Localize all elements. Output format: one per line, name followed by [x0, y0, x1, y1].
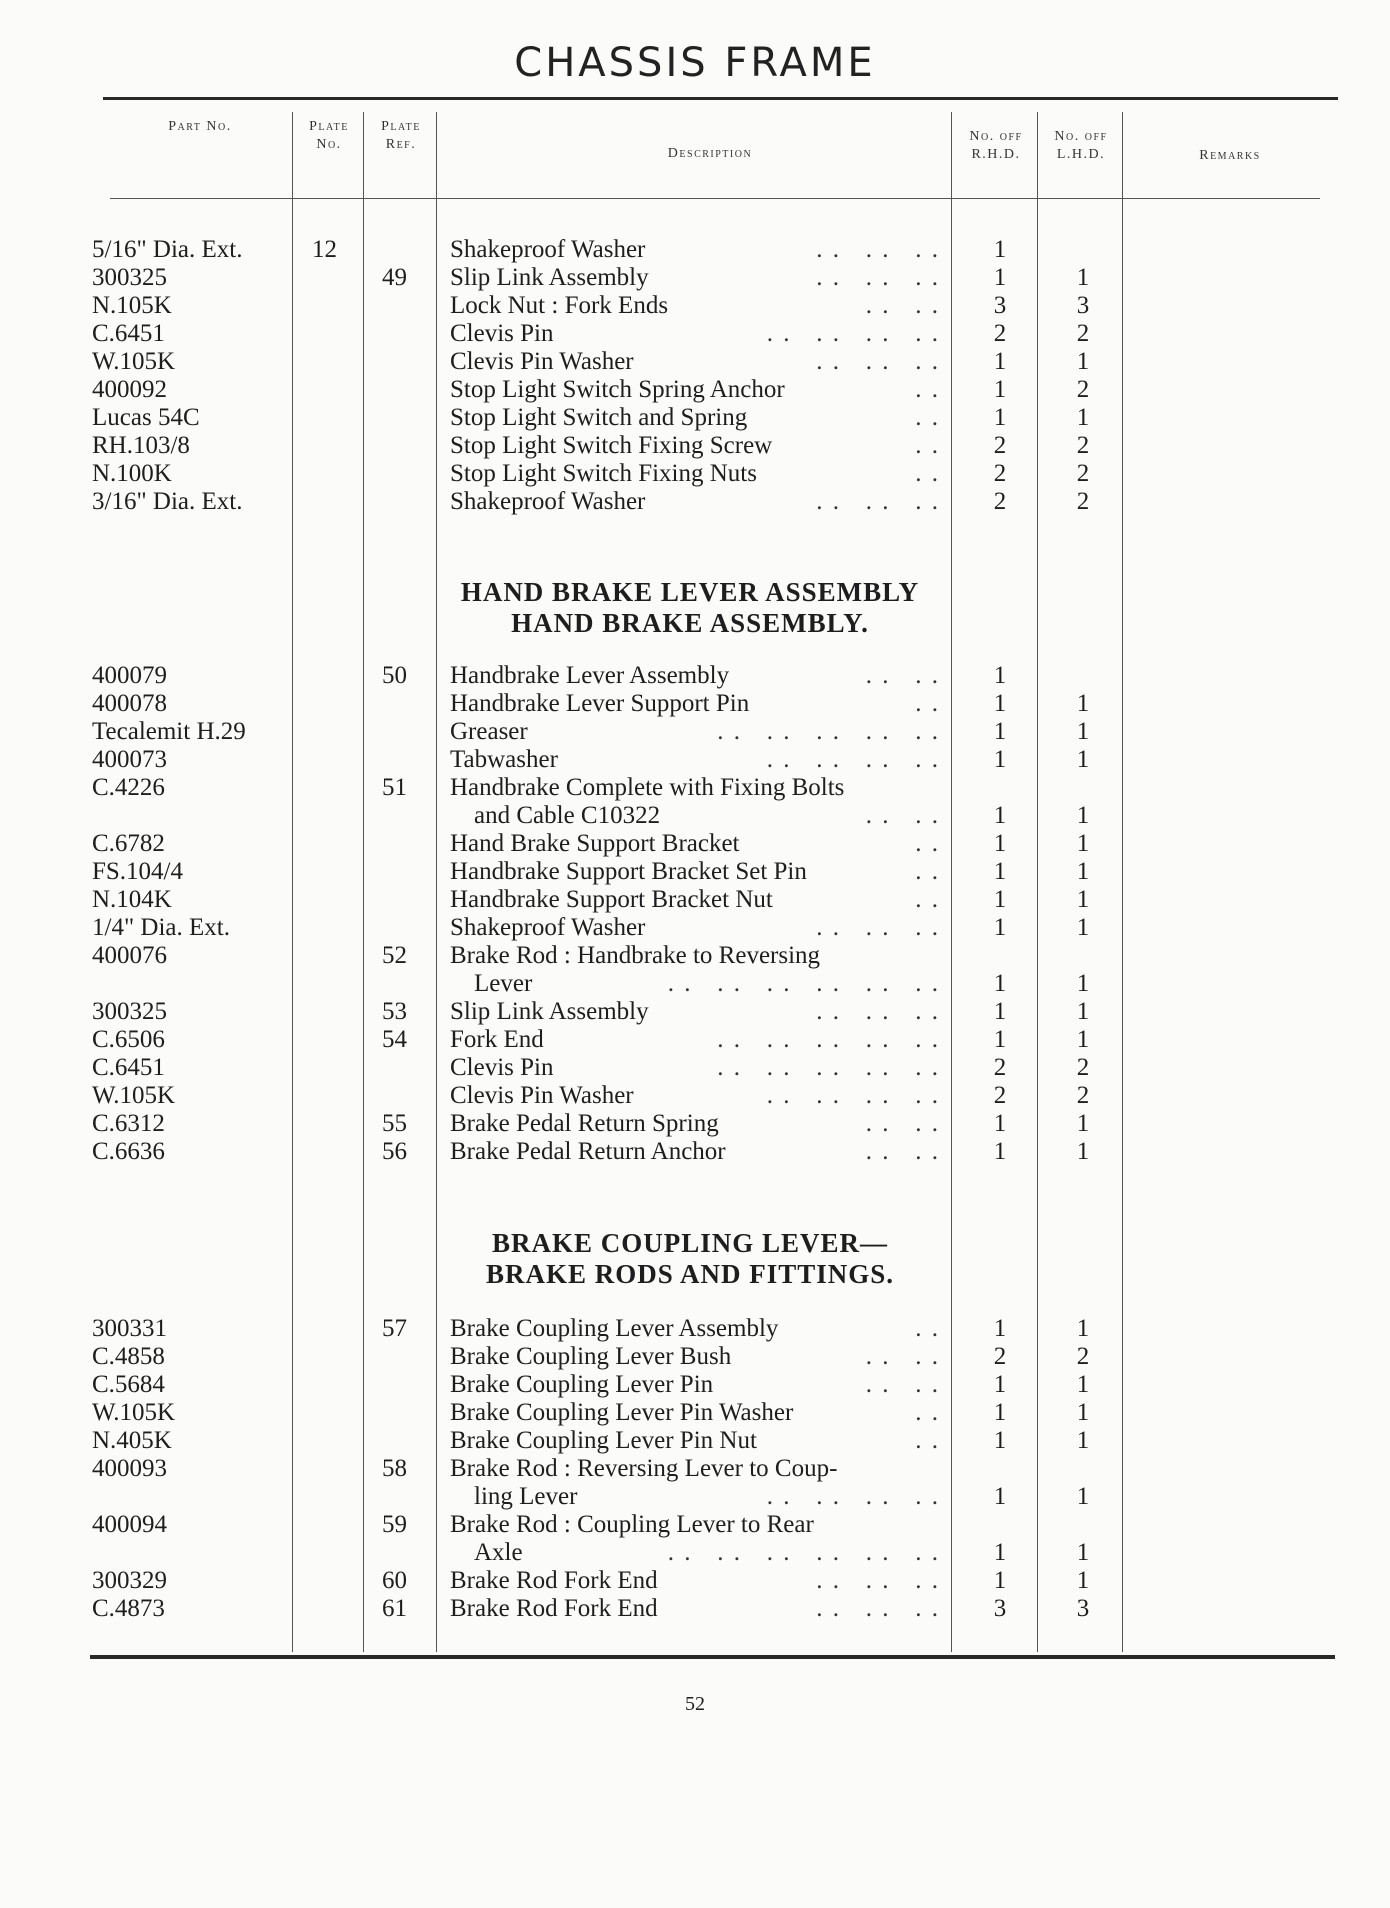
qty-rhd: 1 [993, 830, 1007, 857]
table-row [0, 998, 1390, 1026]
description: Shakeproof Washer [450, 236, 646, 263]
qty-rhd: 1 [993, 264, 1007, 291]
qty-lhd: 1 [1076, 1399, 1090, 1426]
part-number: 400076 [92, 942, 167, 969]
table-row [0, 1455, 1390, 1483]
description: Shakeproof Washer [450, 914, 646, 941]
qty-rhd: 1 [993, 1399, 1007, 1426]
section-heading [440, 1228, 940, 1290]
part-number: 400094 [92, 1511, 167, 1538]
qty-lhd: 1 [1076, 690, 1090, 717]
leader-dots: . . [915, 858, 940, 885]
qty-lhd: 1 [1076, 970, 1090, 997]
description: Clevis Pin [450, 1054, 554, 1081]
leader-dots: . . [915, 404, 940, 431]
description: Brake Coupling Lever Bush [450, 1343, 732, 1370]
leader-dots: . . . . [865, 1343, 940, 1370]
plate-ref: 58 [382, 1455, 407, 1482]
plate-ref: 49 [382, 264, 407, 291]
qty-rhd: 2 [993, 1054, 1007, 1081]
part-number: C.4873 [92, 1595, 165, 1622]
table-row [0, 264, 1390, 292]
plate-ref: 52 [382, 942, 407, 969]
description: Brake Rod : Reversing Lever to Coup- [450, 1455, 838, 1482]
leader-dots: . . . . . . [816, 1595, 940, 1622]
table-row [0, 858, 1390, 886]
qty-rhd: 1 [993, 886, 1007, 913]
table-row [0, 690, 1390, 718]
leader-dots: . . . . . . . . [766, 1082, 940, 1109]
qty-lhd: 1 [1076, 718, 1090, 745]
qty-lhd: 1 [1076, 1371, 1090, 1398]
table-row [0, 460, 1390, 488]
leader-dots: . . . . [865, 662, 940, 689]
header-plate-ref: Plate Ref. [381, 119, 421, 152]
qty-lhd: 3 [1076, 292, 1090, 319]
table-row [0, 1315, 1390, 1343]
qty-lhd: 1 [1076, 830, 1090, 857]
table-row [0, 292, 1390, 320]
part-number: C.6451 [92, 320, 165, 347]
leader-dots: . . . . . . [816, 264, 940, 291]
description: Handbrake Lever Support Pin [450, 690, 750, 717]
description: Tabwasher [450, 746, 558, 773]
part-number: RH.103/8 [92, 432, 190, 459]
part-number: W.105K [92, 1399, 176, 1426]
description: Brake Coupling Lever Assembly [450, 1315, 779, 1342]
table-row [0, 1110, 1390, 1138]
description: Brake Coupling Lever Pin Nut [450, 1427, 757, 1454]
table-row [0, 662, 1390, 690]
qty-lhd: 3 [1076, 1595, 1090, 1622]
qty-rhd: 1 [993, 802, 1007, 829]
leader-dots: . . . . [865, 1110, 940, 1137]
part-number: W.105K [92, 348, 176, 375]
description: Lever [474, 970, 533, 997]
qty-lhd: 1 [1076, 1483, 1090, 1510]
table-row [0, 1138, 1390, 1166]
part-number: 400092 [92, 376, 167, 403]
plate-ref: 57 [382, 1315, 407, 1342]
leader-dots: . . [915, 376, 940, 403]
description: Stop Light Switch Fixing Screw [450, 432, 773, 459]
leader-dots: . . [915, 830, 940, 857]
leader-dots: . . [915, 690, 940, 717]
plate-ref: 54 [382, 1026, 407, 1053]
leader-dots: . . . . . . [816, 488, 940, 515]
header-rhd: No. off R.H.D. [969, 129, 1023, 162]
table-row [0, 1595, 1390, 1623]
qty-lhd: 1 [1076, 1026, 1090, 1053]
leader-dots: . . . . . . [816, 998, 940, 1025]
leader-dots: . . . . [865, 802, 940, 829]
header-plate-no: Plate No. [309, 119, 349, 152]
qty-lhd: 1 [1076, 1539, 1090, 1566]
qty-rhd: 1 [993, 1315, 1007, 1342]
header-part-no: Part No. [168, 119, 232, 134]
leader-dots: . . . . . . . . [766, 320, 940, 347]
leader-dots: . . . . . . [816, 348, 940, 375]
description: and Cable C10322 [474, 802, 661, 829]
leader-dots: . . . . [865, 1371, 940, 1398]
description: Stop Light Switch Fixing Nuts [450, 460, 757, 487]
qty-lhd: 1 [1076, 1567, 1090, 1594]
table-row [0, 942, 1390, 970]
leader-dots: . . . . . . [816, 914, 940, 941]
part-number: N.405K [92, 1427, 172, 1454]
leader-dots: . . . . . . [816, 236, 940, 263]
table-row [0, 1399, 1390, 1427]
table-row [0, 1082, 1390, 1110]
part-number: 3/16" Dia. Ext. [92, 488, 243, 515]
table-row [0, 746, 1390, 774]
qty-rhd: 1 [993, 1539, 1007, 1566]
table-row [0, 1026, 1390, 1054]
part-number: 5/16" Dia. Ext. [92, 236, 243, 263]
table-row [0, 236, 1390, 264]
table-row [0, 718, 1390, 746]
part-number: Lucas 54C [92, 404, 200, 431]
qty-lhd: 2 [1076, 432, 1090, 459]
qty-rhd: 1 [993, 1110, 1007, 1137]
description: Handbrake Support Bracket Set Pin [450, 858, 807, 885]
qty-lhd: 1 [1076, 348, 1090, 375]
part-number: 300331 [92, 1315, 167, 1342]
part-number: C.6506 [92, 1026, 165, 1053]
table-row [0, 348, 1390, 376]
part-number: C.4226 [92, 774, 165, 801]
qty-lhd: 2 [1076, 1082, 1090, 1109]
part-number: 1/4" Dia. Ext. [92, 914, 230, 941]
section-heading-line: HAND BRAKE LEVER ASSEMBLY [460, 577, 920, 607]
part-number: C.6636 [92, 1138, 165, 1165]
qty-lhd: 1 [1076, 886, 1090, 913]
table-row [0, 1483, 1390, 1511]
qty-lhd: 2 [1076, 460, 1090, 487]
qty-rhd: 3 [993, 292, 1007, 319]
part-number: 300325 [92, 998, 167, 1025]
plate-ref: 53 [382, 998, 407, 1025]
part-number: 400093 [92, 1455, 167, 1482]
table-row [0, 1343, 1390, 1371]
description: Clevis Pin Washer [450, 348, 634, 375]
part-number: C.6782 [92, 830, 165, 857]
part-number: N.100K [92, 460, 172, 487]
qty-lhd: 1 [1076, 264, 1090, 291]
description: Brake Pedal Return Anchor [450, 1138, 726, 1165]
description: Stop Light Switch and Spring [450, 404, 748, 431]
description: Greaser [450, 718, 528, 745]
plate-number: 12 [312, 236, 337, 263]
table-row [0, 774, 1390, 802]
leader-dots: . . . . . . . . . . . . [667, 970, 940, 997]
description: Handbrake Support Bracket Nut [450, 886, 773, 913]
description: Lock Nut : Fork Ends [450, 292, 669, 319]
description: Shakeproof Washer [450, 488, 646, 515]
qty-lhd: 2 [1076, 320, 1090, 347]
leader-dots: . . . . . . . . . . [717, 718, 940, 745]
leader-dots: . . . . [865, 292, 940, 319]
qty-lhd: 1 [1076, 1110, 1090, 1137]
qty-lhd: 1 [1076, 1427, 1090, 1454]
table-row [0, 802, 1390, 830]
description: Fork End [450, 1026, 544, 1053]
qty-rhd: 1 [993, 970, 1007, 997]
plate-ref: 60 [382, 1567, 407, 1594]
table-row [0, 488, 1390, 516]
qty-lhd: 1 [1076, 404, 1090, 431]
header-remarks: Remarks [1199, 148, 1261, 163]
description: Clevis Pin Washer [450, 1082, 634, 1109]
table-row [0, 914, 1390, 942]
description: ling Lever [474, 1483, 578, 1510]
qty-rhd: 1 [993, 662, 1007, 689]
qty-rhd: 2 [993, 488, 1007, 515]
part-number: N.105K [92, 292, 172, 319]
part-number: 400079 [92, 662, 167, 689]
part-number: C.5684 [92, 1371, 165, 1398]
leader-dots: . . . . . . . . . . [717, 1026, 940, 1053]
leader-dots: . . [915, 1399, 940, 1426]
header-description: Description [667, 146, 753, 161]
table-row [0, 1539, 1390, 1567]
description: Stop Light Switch Spring Anchor [450, 376, 785, 403]
qty-lhd: 2 [1076, 488, 1090, 515]
leader-dots: . . . . [865, 1138, 940, 1165]
part-number: 300325 [92, 264, 167, 291]
qty-lhd: 1 [1076, 802, 1090, 829]
table-row [0, 376, 1390, 404]
qty-lhd: 1 [1076, 1138, 1090, 1165]
plate-ref: 51 [382, 774, 407, 801]
qty-rhd: 1 [993, 1138, 1007, 1165]
table-row [0, 970, 1390, 998]
qty-rhd: 1 [993, 858, 1007, 885]
description: Slip Link Assembly [450, 998, 649, 1025]
section-heading [440, 577, 940, 639]
leader-dots: . . [915, 432, 940, 459]
description: Brake Rod : Handbrake to Reversing [450, 942, 821, 969]
section-heading-line: HAND BRAKE ASSEMBLY. [511, 608, 869, 638]
table-row [0, 1371, 1390, 1399]
description: Hand Brake Support Bracket [450, 830, 740, 857]
description: Brake Rod : Coupling Lever to Rear [450, 1511, 814, 1538]
qty-rhd: 1 [993, 236, 1007, 263]
leader-dots: . . [915, 886, 940, 913]
leader-dots: . . . . . . . . . . [717, 1054, 940, 1081]
qty-rhd: 1 [993, 746, 1007, 773]
qty-rhd: 1 [993, 998, 1007, 1025]
qty-lhd: 2 [1076, 1054, 1090, 1081]
qty-rhd: 1 [993, 404, 1007, 431]
table-row [0, 1511, 1390, 1539]
leader-dots: . . . . . . . . [766, 1483, 940, 1510]
part-number: W.105K [92, 1082, 176, 1109]
part-number: N.104K [92, 886, 172, 913]
description: Brake Rod Fork End [450, 1567, 658, 1594]
qty-lhd: 2 [1076, 1343, 1090, 1370]
leader-dots: . . [915, 1427, 940, 1454]
qty-lhd: 1 [1076, 914, 1090, 941]
leader-dots: . . [915, 460, 940, 487]
page-number: 52 [685, 1693, 705, 1715]
qty-lhd: 1 [1076, 998, 1090, 1025]
qty-rhd: 1 [993, 376, 1007, 403]
description: Brake Pedal Return Spring [450, 1110, 719, 1137]
part-number: FS.104/4 [92, 858, 184, 885]
plate-ref: 61 [382, 1595, 407, 1622]
qty-rhd: 1 [993, 914, 1007, 941]
qty-rhd: 3 [993, 1595, 1007, 1622]
part-number: Tecalemit H.29 [92, 718, 246, 745]
description: Brake Coupling Lever Pin [450, 1371, 714, 1398]
leader-dots: . . . . . . . . [766, 746, 940, 773]
qty-rhd: 1 [993, 718, 1007, 745]
qty-rhd: 2 [993, 432, 1007, 459]
table-row [0, 886, 1390, 914]
qty-rhd: 1 [993, 1371, 1007, 1398]
leader-dots: . . . . . . . . . . . . [667, 1539, 940, 1566]
qty-rhd: 2 [993, 1082, 1007, 1109]
table-row [0, 432, 1390, 460]
table-row [0, 1427, 1390, 1455]
plate-ref: 56 [382, 1138, 407, 1165]
section-heading-line: BRAKE RODS AND FITTINGS. [485, 1259, 895, 1289]
qty-lhd: 2 [1076, 376, 1090, 403]
part-number: 400073 [92, 746, 167, 773]
table-row [0, 320, 1390, 348]
qty-rhd: 1 [993, 690, 1007, 717]
qty-rhd: 1 [993, 1567, 1007, 1594]
description: Brake Rod Fork End [450, 1595, 658, 1622]
qty-rhd: 2 [993, 320, 1007, 347]
qty-rhd: 2 [993, 460, 1007, 487]
header-lhd: No. off L.H.D. [1054, 129, 1108, 162]
plate-ref: 55 [382, 1110, 407, 1137]
plate-ref: 50 [382, 662, 407, 689]
table-row [0, 1567, 1390, 1595]
table-row [0, 404, 1390, 432]
qty-rhd: 1 [993, 1427, 1007, 1454]
bottom-rule [90, 1655, 1335, 1659]
qty-lhd: 1 [1076, 858, 1090, 885]
qty-rhd: 1 [993, 1483, 1007, 1510]
qty-rhd: 2 [993, 1343, 1007, 1370]
description: Brake Coupling Lever Pin Washer [450, 1399, 794, 1426]
plate-ref: 59 [382, 1511, 407, 1538]
description: Handbrake Complete with Fixing Bolts [450, 774, 845, 801]
description: Slip Link Assembly [450, 264, 649, 291]
table-row [0, 1054, 1390, 1082]
leader-dots: . . [915, 1315, 940, 1342]
qty-rhd: 1 [993, 1026, 1007, 1053]
table-row [0, 830, 1390, 858]
qty-rhd: 1 [993, 348, 1007, 375]
qty-lhd: 1 [1076, 1315, 1090, 1342]
description: Clevis Pin [450, 320, 554, 347]
top-rule [103, 97, 1338, 100]
part-number: 300329 [92, 1567, 167, 1594]
part-number: C.6451 [92, 1054, 165, 1081]
description: Axle [474, 1539, 523, 1566]
part-number: C.4858 [92, 1343, 165, 1370]
leader-dots: . . . . . . [816, 1567, 940, 1594]
part-number: 400078 [92, 690, 167, 717]
part-number: C.6312 [92, 1110, 165, 1137]
page-title: CHASSIS FRAME [514, 40, 876, 86]
qty-lhd: 1 [1076, 746, 1090, 773]
description: Handbrake Lever Assembly [450, 662, 730, 689]
section-heading-line: BRAKE COUPLING LEVER— [491, 1228, 889, 1258]
